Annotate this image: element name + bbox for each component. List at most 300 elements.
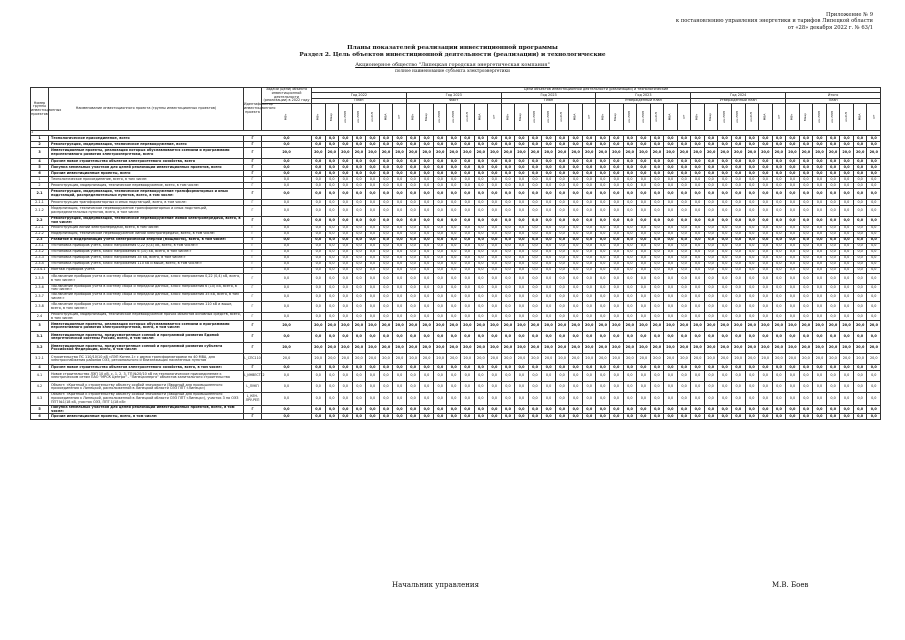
row-value: 0,0 [664, 371, 678, 382]
row-value: 0,0 [637, 205, 651, 216]
row-value: 0,0 [772, 312, 786, 321]
row-value: 0,0 [393, 205, 407, 216]
unit-label: Мвар [708, 113, 713, 122]
row-value: 0,0 [704, 267, 718, 273]
row-value: 0,0 [542, 273, 556, 284]
row-value: 0,0 [813, 141, 827, 147]
row-value: 0,0 [826, 249, 840, 255]
row-value: 20,0 [515, 321, 529, 332]
row-value: 0,0 [677, 176, 691, 182]
row-value: 0,0 [650, 237, 664, 243]
row-value: 20,0 [677, 354, 691, 365]
row-value: 0,0 [542, 188, 556, 199]
row-value: 0,0 [853, 176, 867, 182]
row-value: 0,0 [853, 182, 867, 188]
row-value: 20,0 [867, 354, 881, 365]
row-value: 0,0 [528, 255, 542, 261]
row-number: 5 [31, 164, 49, 170]
row-number: 4.3 [31, 393, 49, 405]
row-value: 20,0 [569, 354, 583, 365]
row-value: 0,0 [542, 243, 556, 249]
unit-label: км ЛЭП [342, 111, 347, 123]
row-value: 0,0 [447, 382, 461, 393]
unit-header [420, 104, 434, 131]
row-value: 0,0 [325, 199, 339, 205]
row-value: 0,0 [569, 273, 583, 284]
unit-label: Мвар [423, 113, 428, 122]
row-value: 0,0 [488, 312, 502, 321]
row-value: 0,0 [582, 312, 596, 321]
row-value: 0,0 [515, 293, 529, 302]
row-value: 0,0 [786, 243, 800, 249]
row-value: 0,0 [366, 164, 380, 170]
row-number: 5 [31, 405, 49, 414]
row-prev-value: 0,0 [262, 261, 312, 267]
row-value: 0,0 [813, 237, 827, 243]
row-value: 0,0 [799, 284, 813, 293]
row-value: 0,0 [772, 158, 786, 164]
row-value: 0,0 [637, 225, 651, 231]
row-value: 0,0 [664, 199, 678, 205]
row-value: 0,0 [339, 393, 353, 405]
table-row [31, 405, 881, 414]
row-value: 0,0 [433, 205, 447, 216]
row-value: 0,0 [569, 267, 583, 273]
row-value: 0,0 [325, 284, 339, 293]
row-value: 20,0 [637, 321, 651, 332]
row-value: 0,0 [420, 249, 434, 255]
row-value: 20,0 [799, 354, 813, 365]
row-value: 20,0 [786, 147, 800, 158]
unit-label: км ЛЭП [450, 111, 455, 123]
row-value: 20,0 [447, 321, 461, 332]
row-value: 0,0 [352, 231, 366, 237]
row-value: 0,0 [474, 182, 488, 188]
row-value: 0,0 [637, 199, 651, 205]
row-value: 0,0 [731, 393, 745, 405]
row-value: 0,0 [691, 141, 705, 147]
row-value: 0,0 [637, 237, 651, 243]
row-value: 0,0 [312, 216, 326, 225]
row-value: 0,0 [420, 301, 434, 312]
unit-label: МВт [789, 113, 794, 121]
unit-label: Мвар [803, 113, 808, 122]
row-value: 0,0 [406, 205, 420, 216]
row-value: 0,0 [420, 255, 434, 261]
row-value: 0,0 [759, 176, 773, 182]
row-name: «Установка приборов учета, класс напряжения 35 кВ, всего, в том числе:» [49, 255, 244, 261]
row-value: 0,0 [799, 273, 813, 284]
row-value: 0,0 [637, 312, 651, 321]
row-value: 0,0 [677, 393, 691, 405]
row-value: 0,0 [447, 267, 461, 273]
row-value: 0,0 [406, 176, 420, 182]
row-value: 20,0 [596, 147, 610, 158]
row-value: 0,0 [637, 405, 651, 414]
row-value: 0,0 [312, 393, 326, 405]
row-value: 0,0 [704, 332, 718, 343]
unit-header [461, 104, 475, 131]
row-value: 0,0 [650, 284, 664, 293]
row-value: 0,0 [664, 188, 678, 199]
row-code: Г [244, 405, 262, 414]
row-value: 0,0 [406, 225, 420, 231]
row-value: 0,0 [528, 225, 542, 231]
row-value: 0,0 [393, 273, 407, 284]
row-value: 0,0 [664, 231, 678, 237]
row-value: 0,0 [813, 365, 827, 371]
row-value: 0,0 [325, 273, 339, 284]
row-value: 0,0 [501, 141, 515, 147]
row-value: 0,0 [664, 284, 678, 293]
row-value: 0,0 [488, 301, 502, 312]
row-value: 0,0 [623, 231, 637, 237]
row-value: 0,0 [664, 237, 678, 243]
row-value: 0,0 [366, 267, 380, 273]
unit-label: км ЛЭП [437, 111, 442, 123]
row-number: 1 [31, 135, 49, 141]
row-value: 0,0 [352, 371, 366, 382]
row-value: 0,0 [691, 414, 705, 420]
row-value: 0,0 [352, 225, 366, 231]
row-value: 0,0 [718, 284, 732, 293]
row-value: 0,0 [515, 237, 529, 243]
row-value: 0,0 [650, 225, 664, 231]
row-value: 0,0 [637, 284, 651, 293]
row-value: 20,0 [433, 343, 447, 354]
row-value: 0,0 [393, 141, 407, 147]
row-value: 0,0 [339, 164, 353, 170]
row-number: 3 [31, 321, 49, 332]
row-value: 0,0 [813, 393, 827, 405]
row-value: 0,0 [745, 141, 759, 147]
row-value: 0,0 [433, 164, 447, 170]
row-number: 6 [31, 170, 49, 176]
row-value: 20,0 [515, 354, 529, 365]
row-value: 0,0 [447, 255, 461, 261]
row-value: 0,0 [555, 365, 569, 371]
row-value: 0,0 [664, 141, 678, 147]
row-value: 0,0 [826, 371, 840, 382]
row-value: 0,0 [853, 170, 867, 176]
row-value: 0,0 [461, 182, 475, 188]
row-value: 0,0 [826, 188, 840, 199]
row-value: 0,0 [691, 405, 705, 414]
row-code: Г [244, 199, 262, 205]
row-value: 0,0 [555, 170, 569, 176]
row-value: 0,0 [677, 332, 691, 343]
row-value: 0,0 [650, 332, 664, 343]
row-value: 0,0 [637, 365, 651, 371]
row-value: 0,0 [677, 170, 691, 176]
row-value: 20,0 [853, 354, 867, 365]
row-value: 0,0 [569, 188, 583, 199]
row-value: 0,0 [461, 135, 475, 141]
row-value: 0,0 [582, 249, 596, 255]
row-value: 0,0 [325, 135, 339, 141]
row-value: 0,0 [623, 261, 637, 267]
row-name: Реконструкция, модернизация, техническое перевооружение прочих объектов основных средств, всего, в том числе: [49, 312, 244, 321]
row-value: 0,0 [664, 243, 678, 249]
row-value: 0,0 [840, 382, 854, 393]
row-value: 0,0 [623, 284, 637, 293]
row-value: 0,0 [555, 216, 569, 225]
row-value: 20,0 [555, 147, 569, 158]
row-value: 0,0 [826, 293, 840, 302]
row-value: 0,0 [461, 365, 475, 371]
row-value: 0,0 [447, 216, 461, 225]
row-value: 0,0 [759, 414, 773, 420]
row-value: 0,0 [501, 199, 515, 205]
row-name: Технологическое присоединение, всего [49, 135, 244, 141]
row-value: 0,0 [637, 293, 651, 302]
row-value: 0,0 [393, 382, 407, 393]
row-value: 0,0 [610, 365, 624, 371]
row-prev-value: 0,0 [262, 365, 312, 371]
row-value: 0,0 [867, 225, 881, 231]
row-value: 20,0 [745, 343, 759, 354]
row-value: 0,0 [840, 393, 854, 405]
row-value: 0,0 [501, 267, 515, 273]
row-value: 0,0 [312, 205, 326, 216]
row-value: 0,0 [352, 414, 366, 420]
row-value: 0,0 [515, 176, 529, 182]
row-value: 0,0 [853, 243, 867, 249]
row-code: Г [244, 135, 262, 141]
row-value: 0,0 [501, 188, 515, 199]
row-value: 0,0 [366, 382, 380, 393]
row-value: 0,0 [461, 141, 475, 147]
row-value: 0,0 [637, 182, 651, 188]
row-value: 0,0 [813, 255, 827, 261]
row-value: 0,0 [596, 255, 610, 261]
row-value: 0,0 [528, 261, 542, 267]
row-value: 0,0 [867, 382, 881, 393]
row-value: 0,0 [312, 141, 326, 147]
row-value: 0,0 [474, 261, 488, 267]
row-value: 0,0 [867, 284, 881, 293]
row-value: 0,0 [840, 205, 854, 216]
row-value: 20,0 [542, 343, 556, 354]
row-number: 6 [31, 414, 49, 420]
row-value: 0,0 [325, 249, 339, 255]
row-value: 0,0 [569, 243, 583, 249]
row-value: 0,0 [474, 284, 488, 293]
row-value: 0,0 [813, 225, 827, 231]
row-value: 0,0 [610, 255, 624, 261]
row-value: 0,0 [542, 199, 556, 205]
row-value: 0,0 [759, 255, 773, 261]
row-value: 0,0 [867, 301, 881, 312]
row-value: 0,0 [826, 225, 840, 231]
row-value: 0,0 [813, 414, 827, 420]
row-value: 0,0 [447, 261, 461, 267]
row-value: 0,0 [637, 261, 651, 267]
row-value: 0,0 [623, 332, 637, 343]
row-value: 0,0 [799, 414, 813, 420]
row-value: 0,0 [853, 332, 867, 343]
row-value: 20,0 [772, 147, 786, 158]
row-value: 0,0 [853, 261, 867, 267]
row-name: Прочее новое строительство объектов электросетевого хозяйства, всего [49, 158, 244, 164]
row-value: 20,0 [528, 147, 542, 158]
row-value: 0,0 [772, 225, 786, 231]
row-value: 0,0 [569, 371, 583, 382]
row-value: 0,0 [596, 182, 610, 188]
row-value: 0,0 [731, 170, 745, 176]
row-value: 0,0 [393, 261, 407, 267]
row-value: 0,0 [718, 205, 732, 216]
unit-header [528, 104, 542, 131]
row-value: 0,0 [745, 225, 759, 231]
row-value: 0,0 [461, 393, 475, 405]
row-value: 0,0 [528, 176, 542, 182]
row-value: 0,0 [555, 249, 569, 255]
row-value: 0,0 [461, 249, 475, 255]
row-value: 0,0 [691, 170, 705, 176]
row-value: 0,0 [366, 176, 380, 182]
row-value: 0,0 [691, 267, 705, 273]
row-value: 0,0 [555, 243, 569, 249]
row-number: 2.1.1 [31, 199, 49, 205]
row-value: 0,0 [555, 273, 569, 284]
row-value: 0,0 [582, 182, 596, 188]
row-value: 0,0 [379, 332, 393, 343]
row-value: 0,0 [569, 170, 583, 176]
row-value: 0,0 [447, 164, 461, 170]
row-value: 0,0 [488, 405, 502, 414]
row-value: 20,0 [772, 343, 786, 354]
row-value: 0,0 [840, 216, 854, 225]
row-value: 0,0 [786, 164, 800, 170]
row-value: 0,0 [488, 216, 502, 225]
row-value: 0,0 [664, 273, 678, 284]
row-value: 0,0 [596, 205, 610, 216]
row-value: 0,0 [691, 382, 705, 393]
row-value: 0,0 [379, 188, 393, 199]
row-value: 0,0 [718, 405, 732, 414]
row-value: 0,0 [867, 365, 881, 371]
row-value: 0,0 [420, 225, 434, 231]
row-value: 20,0 [664, 321, 678, 332]
row-value: 20,0 [474, 354, 488, 365]
row-value: 0,0 [515, 414, 529, 420]
row-value: 0,0 [637, 231, 651, 237]
row-value: 0,0 [515, 284, 529, 293]
row-value: 0,0 [745, 312, 759, 321]
row-value: 0,0 [826, 332, 840, 343]
row-value: 0,0 [840, 273, 854, 284]
row-value: 0,0 [691, 393, 705, 405]
row-value: 0,0 [704, 225, 718, 231]
row-value: 0,0 [759, 216, 773, 225]
row-value: 0,0 [501, 237, 515, 243]
row-value: 0,0 [853, 371, 867, 382]
row-value: 0,0 [501, 405, 515, 414]
row-value: 0,0 [447, 405, 461, 414]
row-value: 0,0 [352, 293, 366, 302]
unit-label: МВт [694, 113, 699, 121]
row-value: 0,0 [772, 371, 786, 382]
document-titles [0, 45, 905, 73]
table-row [31, 147, 881, 158]
row-value: 0,0 [582, 225, 596, 231]
row-value: 0,0 [610, 164, 624, 170]
row-value: 0,0 [501, 164, 515, 170]
row-value: 0,0 [406, 141, 420, 147]
row-value: 0,0 [826, 301, 840, 312]
unit-label: км КЛ [369, 112, 374, 122]
row-value: 0,0 [393, 199, 407, 205]
row-value: 20,0 [501, 343, 515, 354]
row-value: 0,0 [691, 249, 705, 255]
row-value: 20,0 [312, 354, 326, 365]
row-value: 0,0 [433, 371, 447, 382]
row-value: 0,0 [623, 182, 637, 188]
header-project-id: Идентификатор инвестиционного проекта [244, 88, 262, 131]
row-value: 0,0 [786, 312, 800, 321]
row-value: 0,0 [677, 382, 691, 393]
row-value: 0,0 [325, 261, 339, 267]
row-value: 0,0 [325, 405, 339, 414]
row-value: 0,0 [542, 225, 556, 231]
row-value: 0,0 [339, 176, 353, 182]
row-value: 0,0 [718, 365, 732, 371]
row-value: 0,0 [501, 205, 515, 216]
row-value: 0,0 [379, 141, 393, 147]
row-number: 2.3.4 [31, 261, 49, 267]
row-value: 0,0 [840, 284, 854, 293]
table-row [31, 332, 881, 343]
row-value: 20,0 [610, 354, 624, 365]
row-value: 20,0 [379, 147, 393, 158]
row-value: 0,0 [433, 237, 447, 243]
row-value: 20,0 [406, 343, 420, 354]
row-value: 0,0 [569, 332, 583, 343]
table-row [31, 301, 881, 312]
row-value: 0,0 [366, 273, 380, 284]
row-value: 0,0 [799, 243, 813, 249]
row-value: 0,0 [759, 170, 773, 176]
row-value: 0,0 [528, 135, 542, 141]
unit-label: км ЛЭП [626, 111, 631, 123]
row-value: 20,0 [488, 343, 502, 354]
approval-line-3: от «28» декабря 2022 г. № 63/1 [787, 24, 873, 31]
row-number: 2 [31, 141, 49, 147]
row-value: 0,0 [596, 405, 610, 414]
row-value: 0,0 [474, 205, 488, 216]
row-value: 0,0 [813, 158, 827, 164]
row-value: 0,0 [433, 216, 447, 225]
row-value: 20,0 [447, 343, 461, 354]
row-value: 20,0 [339, 321, 353, 332]
row-value: 20,0 [691, 343, 705, 354]
row-value: 0,0 [664, 225, 678, 231]
row-value: 0,0 [759, 393, 773, 405]
row-value: 0,0 [759, 237, 773, 243]
row-value: 0,0 [799, 205, 813, 216]
unit-header [582, 104, 596, 131]
row-value: 0,0 [731, 371, 745, 382]
row-value: 20,0 [420, 147, 434, 158]
row-value: 0,0 [312, 261, 326, 267]
row-value: 0,0 [555, 199, 569, 205]
row-value: 0,0 [515, 267, 529, 273]
row-value: 0,0 [555, 414, 569, 420]
row-value: 20,0 [677, 147, 691, 158]
row-prev-value: 0,0 [262, 293, 312, 302]
row-value: 0,0 [826, 393, 840, 405]
